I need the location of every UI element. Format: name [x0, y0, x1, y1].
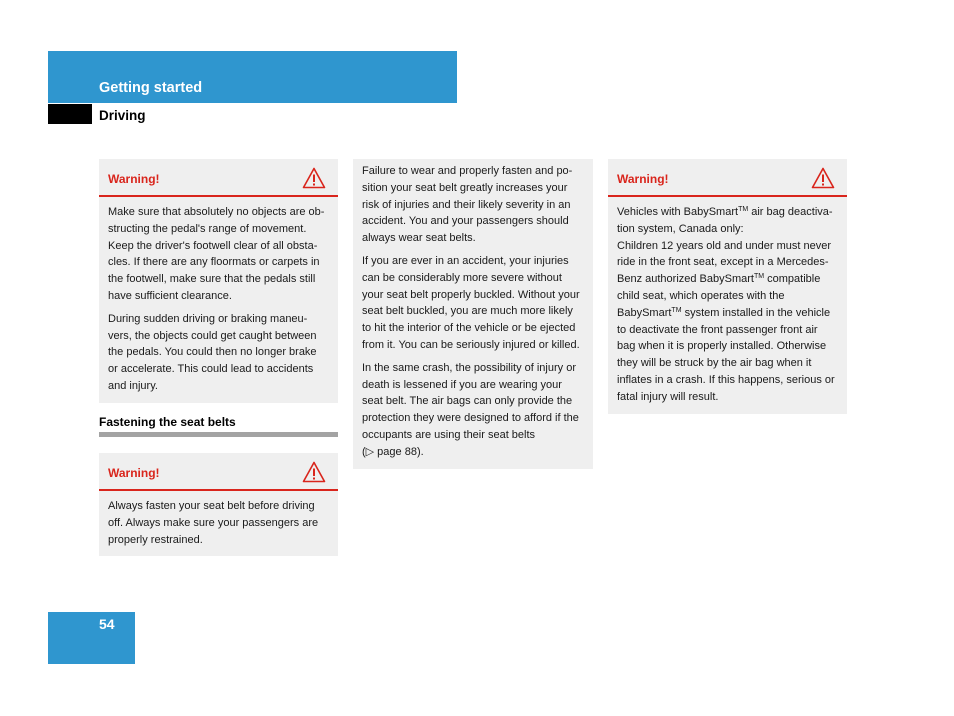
warning-paragraph: Always fasten your seat belt before driving off. Always make sure your passengers are properly restrained.: [108, 500, 319, 546]
warning-header: [99, 453, 338, 491]
warning-paragraph: Vehicles with BabySmart™ air bag deactiva-tion system, Canada only:: [617, 206, 833, 235]
warning-box-seatbelt: [99, 453, 338, 556]
warning-box-pedals: [99, 159, 338, 403]
info-body: [353, 159, 593, 469]
warning-label: Warning!: [108, 466, 160, 480]
warning-header: [99, 159, 338, 197]
section-marker: [48, 104, 92, 124]
warning-paragraph: Make sure that absolutely no objects are ob-structing the pedal's range of movement. Keep the driver's footwell clear of all obsta-cles. If there are any floormats or carpets in the footwell, make sure that the pedals still have sufficient clearance.: [108, 206, 325, 302]
warning-triangle-icon: [811, 167, 835, 189]
info-text: In the same crash, the possibility of injury or death is lessened if you are wearing your seat belt. The air bags can only provide the protection they were designed to afford if the occupants are using their seat belts: [362, 361, 579, 441]
warning-triangle-icon: [302, 167, 326, 189]
section-divider: [99, 432, 338, 437]
warning-paragraph: Children 12 years old and under must never ride in the front seat, except in a Mercedes-Benz authorized BabySmart™ compatible child seat, which operates with the BabySmart™ system installed in the vehicle to deactivate the front passenger front air bag when it is properly installed. Otherwise they will be struck by the air bag when it inflates in a crash. If this happens, serious or fatal injury will result.: [617, 239, 835, 403]
seatbelt-info-box: [353, 159, 593, 469]
trademark: TM: [738, 206, 749, 213]
warning-label: Warning!: [108, 172, 160, 186]
warning-paragraph: During sudden driving or braking maneu-vers, the objects could get caught between the pedals. You could then no longer brake or accelerate. This could lead to accidents and injury.: [108, 312, 317, 392]
info-paragraph: [362, 360, 584, 461]
page-reference-link[interactable]: (▷ page 88).: [362, 445, 424, 458]
warning-header: [608, 159, 847, 197]
info-paragraph: Failure to wear and properly fasten and po-sition your seat belt greatly increases your risk of injuries and their likely severity in an accident. You and your passengers should always wear seat belts.: [362, 165, 573, 245]
info-paragraph: If you are ever in an accident, your injuries can be considerably more severe without your seat belt properly buckled. Without your seat belt buckled, you are much more likely to hit the interior of the vehicle or be ejected from it. You can be seriously injured or killed.: [362, 254, 580, 351]
warning-body: [99, 197, 338, 403]
warning-box-babysmart: [608, 159, 847, 414]
section-heading: Fastening the seat belts: [99, 415, 236, 429]
trademark: TM: [753, 273, 765, 281]
warning-body: [608, 197, 847, 414]
trademark: TM: [671, 306, 682, 314]
section-title: Getting started: [99, 80, 203, 96]
warning-body: [99, 491, 338, 556]
subsection-title: Driving: [99, 108, 146, 123]
warning-label: Warning!: [617, 172, 669, 186]
page-number: 54: [99, 616, 115, 632]
warning-triangle-icon: [302, 461, 326, 483]
page-number-tab: [48, 612, 135, 664]
